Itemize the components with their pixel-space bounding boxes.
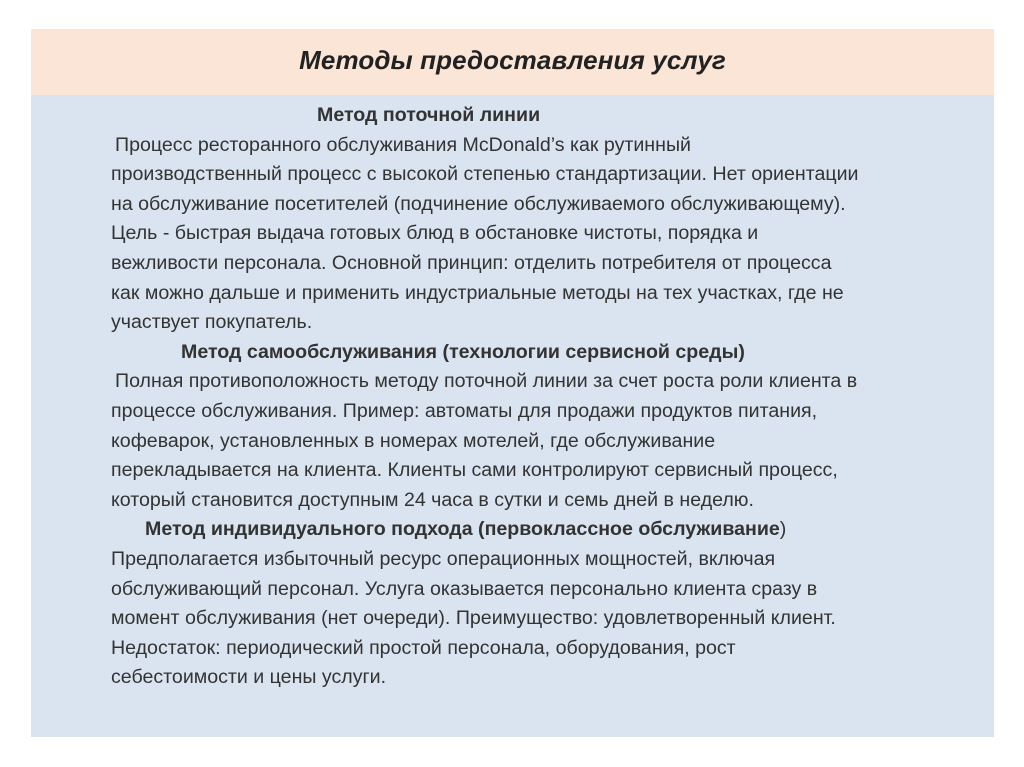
paragraph-line: Цель - быстрая выдача готовых блюд в обстановке чистоты, порядка и — [111, 222, 759, 245]
section-heading-flow-line: Метод поточной линии — [317, 104, 541, 126]
section-body-individual — [81, 545, 981, 693]
paragraph-line: себестоимости и цены услуги. — [111, 666, 387, 689]
paragraph-line: который становится доступным 24 часа в сутки и семь дней в неделю. — [111, 488, 754, 511]
paragraph-line: как можно дальше и применить индустриальные методы на тех участках, где не — [111, 281, 844, 304]
paragraph-line: момент обслуживания (нет очереди). Преимущество: удовлетворенный клиент. — [111, 607, 836, 630]
paragraph-line: вежливости персонала. Основной принцип: отделить потребителя от процесса — [111, 251, 832, 274]
paragraph-line: Предполагается избыточный ресурс операционных мощностей, включая — [111, 547, 776, 570]
section-heading-self-service: Метод самообслуживания (технологии сервисной среды) — [181, 340, 745, 363]
paragraph-line: на обслуживание посетителей (подчинение обслуживаемого обслуживающему). — [111, 192, 846, 215]
section-body-self-service — [81, 367, 981, 515]
paragraph-line: кофеварок, установленных в номерах мотелей, где обслуживание — [111, 429, 716, 452]
section-heading-individual-bold: Метод индивидуального подхода (первоклассное обслуживание — [145, 518, 780, 541]
paragraph-line: перекладывается на клиента. Клиенты сами контролируют сервисный процесс, — [111, 459, 838, 482]
paragraph-line: участвует покупатель. — [111, 311, 313, 334]
paragraph-line: производственный процесс с высокой степенью стандартизации. Нет ориентации — [111, 163, 859, 186]
paragraph-line: Полная противоположность методу поточной линии за счет роста роли клиента в — [115, 370, 858, 393]
content-area — [31, 95, 994, 737]
paragraph-line: процессе обслуживания. Пример: автоматы для продажи продуктов питания, — [111, 399, 818, 422]
section-heading-individual — [81, 515, 981, 545]
title-bar — [31, 29, 994, 95]
paragraph-line: Процесс ресторанного обслуживания McDonald’s как рутинный — [115, 133, 691, 156]
paragraph-line: обслуживающий персонал. Услуга оказывается персонально клиента сразу в — [111, 577, 818, 600]
section-heading-individual-tail: ) — [779, 518, 787, 541]
paragraph-line: Недостаток: периодический простой персонала, оборудования, рост — [111, 636, 736, 659]
section-body-flow-line — [81, 131, 981, 338]
slide-title: Методы предоставления услуг — [299, 45, 726, 75]
content-text — [81, 101, 981, 693]
slide — [31, 29, 994, 737]
